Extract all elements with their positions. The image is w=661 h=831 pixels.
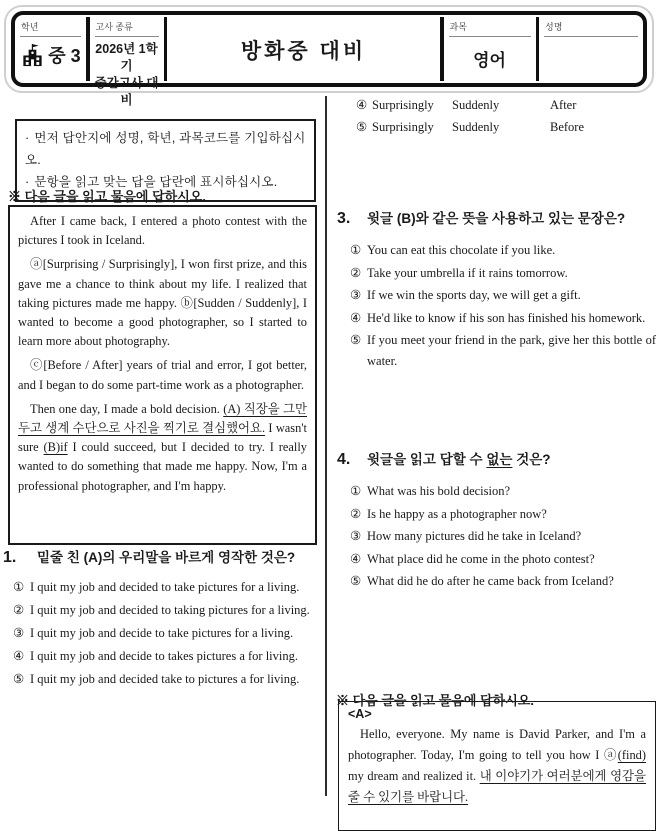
underlined-text: (B)if (43, 440, 68, 455)
grade-value-row (15, 42, 86, 68)
subject-label: 과목 (449, 20, 531, 37)
answer-option (350, 504, 656, 525)
option-text: I quit my job and decided to take pictures for a living. (30, 580, 300, 594)
exam-type-cell (90, 15, 164, 107)
option-text: I quit my job and decide to take pictures for a living. (30, 626, 294, 640)
option-text: What did he do after he came back from Iceland? (367, 574, 614, 588)
instruction-line (25, 127, 306, 171)
answer-option (350, 571, 656, 592)
answer-option (336, 117, 656, 139)
option-text: I quit my job and decide to takes pictures a for living. (30, 649, 298, 663)
text-segment: I could succeed, but I decided to try. I really wanted to do something that made me happy. Now, I'm a professional photographer, and I'm happy. (18, 440, 308, 493)
passage-paragraph (18, 356, 307, 394)
option-text: If you meet your friend in the park, give her this bottle of water. (367, 333, 656, 368)
passage-paragraph (18, 255, 307, 351)
answer-option (350, 308, 656, 329)
answer-option (350, 549, 656, 570)
section-heading-reading1: ※ 다음 글을 읽고 물음에 답하시오. (8, 189, 206, 204)
underlined-text: (A) 직장을 그만두고 생계 수단으로 사진을 찍기로 결심했어요. (18, 401, 307, 436)
answer-option (350, 526, 656, 547)
option-text: What was his bold decision? (367, 484, 511, 498)
question-title: 밑줄 친 (A)의 우리말을 바르게 영작한 것은? (37, 550, 296, 565)
option-number: ④ (350, 310, 362, 325)
option-text: I quit my job and decided take to pictures a for living. (30, 672, 300, 686)
name-label: 성명 (544, 20, 638, 37)
option-number: ① (13, 580, 25, 594)
question-number: 3. (337, 210, 351, 227)
option-number: ② (350, 506, 362, 521)
answer-option (350, 263, 656, 284)
question-1 (3, 546, 317, 692)
answer-option (13, 646, 317, 666)
option-number: ② (13, 603, 25, 617)
text-segment: Hello, everyone. My name is David Parker, and I'm a photographer. Today, I'm going to tell you how I ⓐ (348, 727, 646, 762)
text-segment: ⓐ[Surprising / Surprisingly], I won first prize, and this gave me a chance to think about my life. I realized that taking pictures made me happy. ⓑ[Sudden / Suddenly], I wanted to become a good photographer, so I started to learn more about photography. (18, 257, 307, 349)
option-number: ⑤ (13, 672, 25, 686)
option-text: What place did he come in the photo contest? (367, 551, 595, 566)
passage-a-paragraph (348, 724, 646, 808)
option-text: I quit my job and decided to taking pictures for a living. (30, 603, 310, 617)
name-cell (539, 15, 643, 83)
passage-a-tag: <A> (348, 707, 372, 721)
section-heading-reading2: ※ 다음 글을 읽고 물음에 답하시오. (336, 693, 534, 708)
option-col-3: Before (550, 119, 585, 134)
question-1-options (13, 577, 317, 689)
text-segment: I wasn't sure (18, 421, 307, 455)
instruction-text: 먼저 답안지에 성명, 학년, 과목코드를 기입하십시오. (25, 131, 306, 167)
option-text: You can eat this chocolate if you like. (367, 243, 556, 257)
answer-option (13, 600, 317, 620)
option-number: ⑤ (350, 574, 362, 588)
instruction-text: 문항을 읽고 맞는 답을 답란에 표시하십시오. (34, 175, 278, 189)
subject-value: 영어 (473, 51, 506, 70)
question-number: 1. (3, 549, 17, 566)
answer-option (13, 669, 317, 689)
text-segment: After I came back, I entered a photo contest with the pictures I took in Iceland. (18, 214, 307, 248)
question-3-heading (337, 207, 656, 228)
question-4-options (350, 481, 656, 592)
reading-passage-box (8, 205, 317, 545)
bullet: · (25, 175, 30, 189)
question-2-continued-options (336, 95, 656, 138)
passage-paragraph (18, 400, 307, 496)
option-number: ④ (13, 649, 25, 663)
option-col-2: Suddenly (452, 119, 500, 134)
question-3-options (350, 240, 656, 371)
school-building-icon (20, 43, 45, 67)
answer-option (350, 240, 656, 261)
option-number: ③ (350, 288, 362, 302)
option-number: ③ (350, 529, 362, 543)
answer-option (350, 330, 656, 371)
question-number: 4. (337, 451, 351, 468)
option-text: He'd like to know if his son has finished his homework. (367, 310, 646, 325)
text-segment: 것은? (512, 452, 551, 467)
exam-title-cell (167, 15, 440, 83)
exam-type-label: 고사 종류 (95, 20, 159, 37)
answer-option (336, 95, 656, 117)
exam-title: 방화중 대비 (240, 39, 367, 63)
answer-option (13, 623, 317, 643)
option-number: ④ (350, 551, 362, 566)
answer-option (350, 285, 656, 306)
option-col-2: Suddenly (452, 98, 500, 112)
question-3 (337, 207, 656, 373)
question-4-heading (337, 448, 656, 469)
option-col-1: Surprisingly (372, 98, 434, 112)
question-title: 윗글 (B)와 같은 뜻을 사용하고 있는 문장은? (367, 211, 626, 226)
bullet: · (25, 131, 30, 145)
text-segment: 윗글을 읽고 답할 수 (367, 452, 487, 467)
option-text: Is he happy as a photographer now? (367, 506, 547, 521)
underlined-text: (find) (617, 748, 646, 762)
passage-paragraph (18, 212, 307, 250)
grade-cell (15, 15, 86, 83)
option-text: Take your umbrella if it rains tomorrow. (367, 265, 568, 280)
column-divider (325, 96, 327, 796)
question-4 (337, 448, 656, 594)
question-title (367, 448, 551, 468)
option-number: ③ (13, 626, 25, 640)
option-number: ① (350, 484, 362, 498)
exam-type-line2: 중간고사 대비 (94, 75, 159, 107)
text-segment: my dream and realized it. (348, 769, 480, 783)
subject-cell (444, 15, 536, 83)
text-segment: Then one day, I made a bold decision. (30, 401, 224, 416)
option-number: ① (350, 243, 362, 257)
option-number: ⑤ (350, 333, 362, 347)
answer-option (350, 481, 656, 502)
option-number: ④ (356, 98, 368, 112)
question-1-heading (3, 546, 317, 567)
option-number: ② (350, 265, 362, 280)
answer-option (13, 577, 317, 597)
option-number: ⑤ (356, 119, 368, 134)
passage-a-box (338, 701, 656, 831)
option-text: If we win the sports day, we will get a gift. (367, 288, 581, 302)
text-segment: ⓒ[Before / After] years of trial and error, I got better, and I began to do some part-time work as a photographer. (18, 358, 307, 392)
exam-type-line1: 2026년 1학기 (95, 42, 158, 73)
option-col-3: After (550, 98, 577, 112)
option-col-1: Surprisingly (372, 119, 434, 134)
option-text: How many pictures did he take in Iceland? (367, 529, 582, 543)
exam-type-value (90, 41, 164, 109)
grade-value: 중 3 (48, 46, 81, 66)
grade-label: 학년 (20, 20, 81, 37)
underlined-text: 없는 (486, 452, 513, 467)
underlined-text: 내 이야기가 여러분에게 영감을 줄 수 있기를 바랍니다. (348, 769, 646, 804)
